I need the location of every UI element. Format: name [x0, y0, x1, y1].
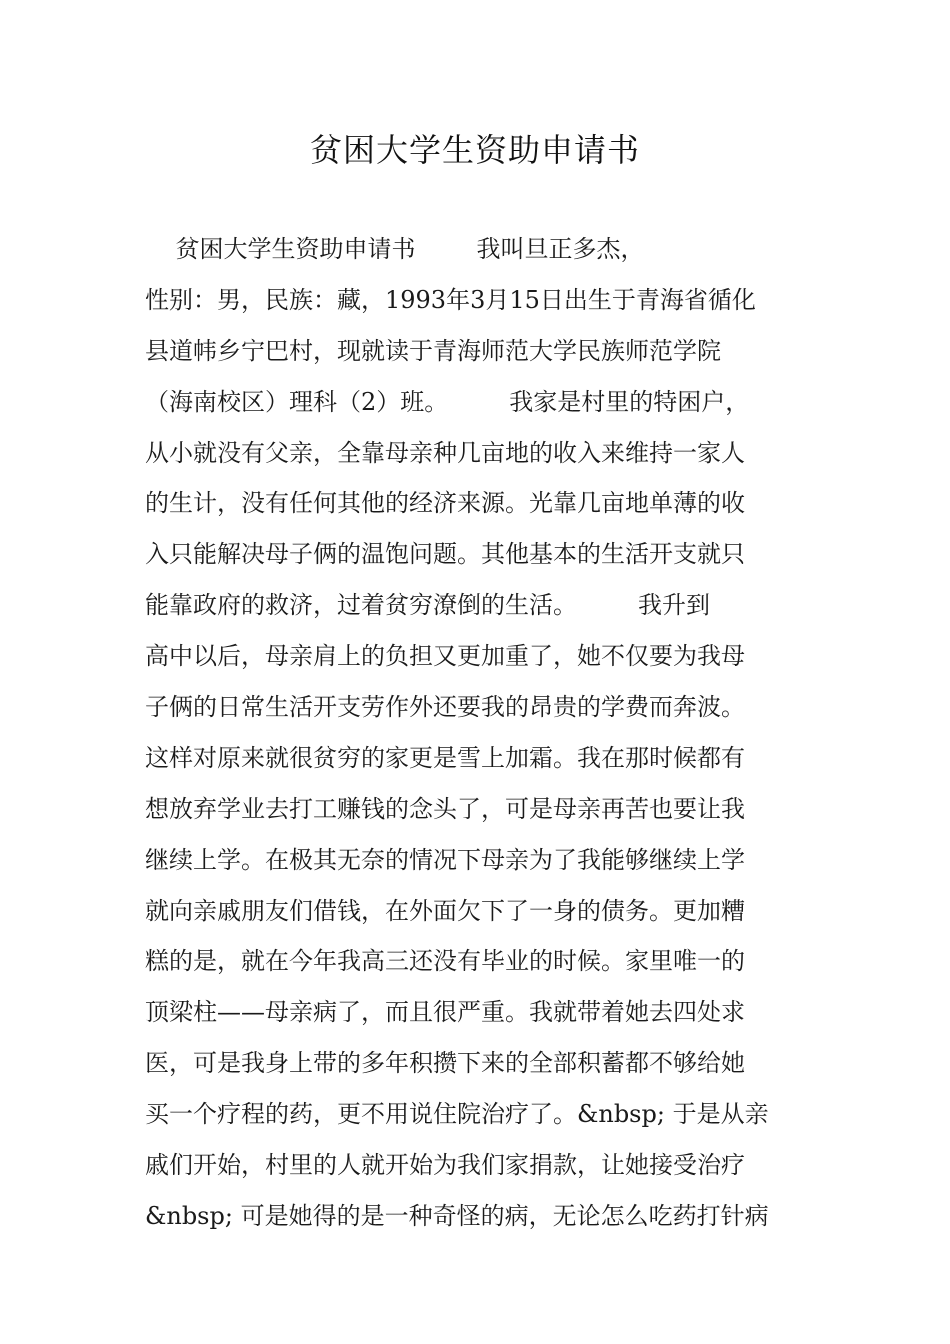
- body-line: 贫困大学生资助申请书 我叫旦正多杰，: [145, 235, 645, 263]
- body-line: 子俩的日常生活开支劳作外还要我的昂贵的学费而奔波。: [145, 693, 745, 722]
- body-line: 继续上学。在极其无奈的情况下母亲为了我能够继续上学: [145, 845, 745, 874]
- body-line: 入只能解决母子俩的温饱问题。其他基本的生活开支就只: [145, 540, 745, 569]
- document-title: 贫困大学生资助申请书: [309, 131, 640, 169]
- document-body: [145, 229, 810, 1247]
- body-line: 高中以后，母亲肩上的负担又更加重了，她不仅要为我母: [145, 642, 745, 671]
- body-line: 性别：男，民族：藏，1993年3月15日出生于青海省循化: [145, 285, 756, 314]
- body-line: &nbsp; 可是她得的是一种奇怪的病，无论怎么吃药打针病: [145, 1201, 769, 1230]
- body-line: 糕的是，就在今年我高三还没有毕业的时候。家里唯一的: [145, 947, 745, 976]
- body-line: 县道帏乡宁巴村，现就读于青海师范大学民族师范学院: [145, 336, 721, 365]
- body-line: 从小就没有父亲，全靠母亲种几亩地的收入来维持一家人: [145, 438, 745, 467]
- body-line: 的生计，没有任何其他的经济来源。光靠几亩地单薄的收: [145, 489, 745, 518]
- body-line: 医，可是我身上带的多年积攒下来的全部积蓄都不够给她: [145, 1049, 745, 1078]
- body-line: （海南校区）理科（2）班。 我家是村里的特困户，: [145, 387, 750, 416]
- body-line: 这样对原来就很贫穷的家更是雪上加霜。我在那时候都有: [145, 743, 745, 772]
- body-line: 想放弃学业去打工赚钱的念头了，可是母亲再苦也要让我: [145, 794, 745, 823]
- body-line: 买一个疗程的药，更不用说住院治疗了。&nbsp; 于是从亲: [145, 1100, 769, 1129]
- body-line: 能靠政府的救济，过着贫穷潦倒的生活。 我升到: [145, 591, 711, 620]
- body-line: 顶梁柱——母亲病了，而且很严重。我就带着她去四处求: [145, 998, 745, 1027]
- body-line: 就向亲戚朋友们借钱，在外面欠下了一身的债务。更加糟: [145, 896, 745, 925]
- body-line: 戚们开始，村里的人就开始为我们家捐款，让她接受治疗: [145, 1151, 745, 1180]
